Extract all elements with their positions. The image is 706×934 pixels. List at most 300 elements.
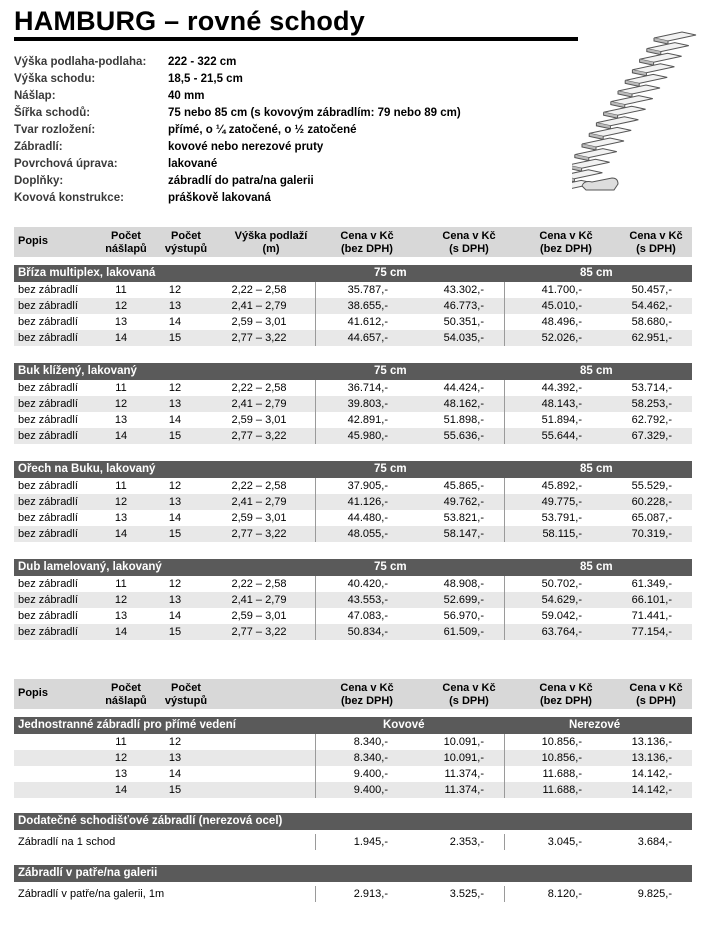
header-price-1-line: (bez DPH) <box>341 695 393 707</box>
section-header <box>14 461 692 478</box>
column-divider <box>504 478 505 494</box>
cell-price-4: 62.792,- <box>631 414 672 426</box>
header-price-1-line: Cena v Kč <box>340 230 394 242</box>
table-header <box>14 679 692 709</box>
spec-row <box>14 139 461 156</box>
table-row <box>14 494 692 510</box>
column-divider <box>315 834 316 850</box>
cell-vyska: 2,59 – 3,01 <box>231 414 287 426</box>
section-width-2: 85 cm <box>580 463 613 475</box>
cell-price-3: 45.010,- <box>541 300 582 312</box>
cell-popis: bez zábradlí <box>18 284 78 296</box>
cell-price-4: 13.136,- <box>631 736 672 748</box>
cell-price-1: 38.655,- <box>347 300 388 312</box>
cell-naslapu: 14 <box>114 332 128 344</box>
header-price-1-line: Cena v Kč <box>340 682 394 694</box>
column-divider <box>504 734 505 750</box>
cell-naslapu: 12 <box>114 752 128 764</box>
cell-vystupu: 13 <box>168 496 182 508</box>
cell-price-2: 46.773,- <box>443 300 484 312</box>
table-row <box>14 592 692 608</box>
cell-price-4: 9.825,- <box>637 888 672 900</box>
section-width-1: 75 cm <box>374 365 407 377</box>
spec-label: Zábradlí: <box>14 141 63 153</box>
spec-label: Doplňky: <box>14 175 64 187</box>
cell-price-2: 50.351,- <box>443 316 484 328</box>
cell-vyska: 2,41 – 2,79 <box>231 594 287 606</box>
cell-price-3: 8.120,- <box>547 888 582 900</box>
header-price-3-line: (bez DPH) <box>540 695 592 707</box>
header-popis: Popis <box>18 235 48 247</box>
cell-price-3: 3.045,- <box>547 836 582 848</box>
header-vyska <box>221 230 321 256</box>
page-title: HAMBURG – rovné schody <box>14 6 365 36</box>
cell-price-3: 44.392,- <box>541 382 582 394</box>
cell-price-3: 50.702,- <box>541 578 582 590</box>
cell-price-4: 62.951,- <box>631 332 672 344</box>
cell-price-1: 2.913,- <box>353 888 388 900</box>
spec-row <box>14 156 461 173</box>
column-divider <box>504 412 505 428</box>
section-title: Buk klížený, lakovaný <box>18 365 137 377</box>
cell-price-1: 37.905,- <box>347 480 388 492</box>
cell-price-4: 71.441,- <box>631 610 672 622</box>
header-price-2-line: Cena v Kč <box>442 230 496 242</box>
cell-naslapu: 11 <box>115 480 127 492</box>
column-divider <box>315 330 316 346</box>
section-title: Bříza multiplex, lakovaná <box>18 267 156 279</box>
cell-naslapu: 14 <box>114 626 128 638</box>
table-row <box>14 834 692 850</box>
cell-price-3: 58.115,- <box>542 528 582 540</box>
cell-price-4: 53.714,- <box>631 382 672 394</box>
section-title: Dub lamelovaný, lakovaný <box>18 561 162 573</box>
cell-popis: bez zábradlí <box>18 300 78 312</box>
column-divider <box>504 766 505 782</box>
section-header <box>14 559 692 576</box>
table-row <box>14 782 692 798</box>
table-row <box>14 766 692 782</box>
header-price-1 <box>317 682 417 708</box>
spec-value: 75 nebo 85 cm (s kovovým zábradlím: 79 nebo 89 cm) <box>168 107 461 119</box>
cell-vystupu: 13 <box>168 300 182 312</box>
spacer <box>14 542 692 559</box>
cell-price-2: 43.302,- <box>443 284 484 296</box>
title-rule <box>14 37 578 41</box>
cell-price-1: 41.612,- <box>347 316 388 328</box>
cell-price-3: 53.791,- <box>541 512 582 524</box>
column-divider <box>315 510 316 526</box>
cell-price-2: 11.374,- <box>444 768 484 780</box>
cell-vystupu: 15 <box>168 528 182 540</box>
cell-vystupu: 12 <box>168 578 182 590</box>
header-price-2-line: Cena v Kč <box>442 682 496 694</box>
cell-price-4: 3.684,- <box>637 836 672 848</box>
spec-value: zábradlí do patra/na galerii <box>168 175 314 187</box>
column-divider <box>504 608 505 624</box>
spec-value: lakované <box>168 158 218 170</box>
cell-vyska: 2,41 – 2,79 <box>231 496 287 508</box>
cell-price-2: 48.908,- <box>443 578 484 590</box>
header-price-4 <box>606 682 706 708</box>
cell-vystupu: 14 <box>168 768 182 780</box>
column-divider <box>315 766 316 782</box>
cell-price-3: 49.775,- <box>541 496 582 508</box>
column-divider <box>504 330 505 346</box>
header-popis: Popis <box>18 687 48 699</box>
header-naslapu-line: nášlapů <box>105 695 147 707</box>
cell-price-4: 67.329,- <box>631 430 672 442</box>
cell-popis: bez zábradlí <box>18 398 78 410</box>
spec-row <box>14 122 461 139</box>
table-row <box>14 526 692 542</box>
spec-row <box>14 88 461 105</box>
cell-price-4: 61.349,- <box>631 578 672 590</box>
column-divider <box>504 380 505 396</box>
cell-naslapu: 11 <box>115 284 127 296</box>
section-width-2: 85 cm <box>580 267 613 279</box>
stair-step <box>572 159 610 168</box>
cell-price-1: 8.340,- <box>353 736 388 748</box>
spec-label: Povrchová úprava: <box>14 158 118 170</box>
header-price-3-line: Cena v Kč <box>539 682 593 694</box>
header-price-3-line: (bez DPH) <box>540 243 592 255</box>
cell-naslapu: 13 <box>114 316 128 328</box>
header-price-3-line: Cena v Kč <box>539 230 593 242</box>
cell-price-3: 63.764,- <box>541 626 582 638</box>
stair-step <box>572 170 602 179</box>
column-divider <box>504 750 505 766</box>
table-row <box>14 314 692 330</box>
cell-vystupu: 14 <box>168 414 182 426</box>
header-price-4-line: Cena v Kč <box>629 682 683 694</box>
cell-popis: bez zábradlí <box>18 578 78 590</box>
section-title: Ořech na Buku, lakovaný <box>18 463 156 475</box>
cell-price-2: 51.898,- <box>443 414 484 426</box>
cell-price-3: 55.644,- <box>541 430 582 442</box>
spacer <box>14 709 692 717</box>
cell-vystupu: 12 <box>168 382 182 394</box>
spacer <box>14 257 692 265</box>
spec-row <box>14 105 461 122</box>
spacer <box>14 444 692 461</box>
cell-naslapu: 12 <box>114 398 128 410</box>
cell-price-3: 10.856,- <box>541 752 582 764</box>
section-width-1: 75 cm <box>374 561 407 573</box>
spec-label: Nášlap: <box>14 90 56 102</box>
column-divider <box>504 510 505 526</box>
cell-price-2: 52.699,- <box>443 594 484 606</box>
header-naslapu-line: nášlapů <box>105 243 147 255</box>
section-header <box>14 813 692 830</box>
cell-vystupu: 14 <box>168 610 182 622</box>
cell-price-2: 56.970,- <box>443 610 484 622</box>
column-divider <box>315 526 316 542</box>
cell-price-3: 10.856,- <box>541 736 582 748</box>
column-divider <box>504 592 505 608</box>
spec-row <box>14 190 461 207</box>
cell-vyska: 2,22 – 2,58 <box>231 480 287 492</box>
section-title: Jednostranné zábradlí pro přímé vedení <box>18 719 236 731</box>
price-table-stairs <box>14 227 692 640</box>
column-divider <box>315 298 316 314</box>
cell-vystupu: 13 <box>168 398 182 410</box>
cell-price-4: 58.680,- <box>631 316 672 328</box>
header-price-1 <box>317 230 417 256</box>
column-divider <box>504 314 505 330</box>
cell-price-3: 48.496,- <box>541 316 582 328</box>
cell-price-4: 65.087,- <box>631 512 672 524</box>
cell-price-4: 66.101,- <box>631 594 672 606</box>
column-divider <box>315 282 316 298</box>
cell-naslapu: 12 <box>114 496 128 508</box>
cell-popis: Zábradlí na 1 schod <box>18 836 116 848</box>
cell-popis: bez zábradlí <box>18 512 78 524</box>
cell-price-1: 48.055,- <box>347 528 388 540</box>
price-table-railings <box>14 679 692 902</box>
column-divider <box>315 592 316 608</box>
cell-price-2: 45.865,- <box>443 480 484 492</box>
cell-price-1: 41.126,- <box>347 496 388 508</box>
header-vystupu <box>136 682 236 708</box>
table-row <box>14 428 692 444</box>
spec-value: 40 mm <box>168 90 205 102</box>
cell-vyska: 2,22 – 2,58 <box>231 578 287 590</box>
cell-price-2: 3.525,- <box>449 888 484 900</box>
table-row <box>14 412 692 428</box>
spec-label: Kovová konstrukce: <box>14 192 124 204</box>
spec-row <box>14 54 461 71</box>
header-price-4-line: Cena v Kč <box>629 230 683 242</box>
spec-list <box>14 54 461 207</box>
header-vystupu-line: Počet <box>171 230 201 242</box>
section-title: Zábradlí v patře/na galerii <box>18 867 158 879</box>
header-price-3 <box>516 230 616 256</box>
cell-popis: Zábradlí v patře/na galerii, 1m <box>18 888 165 900</box>
section-header <box>14 865 692 882</box>
header-price-2-line: (s DPH) <box>449 243 489 255</box>
cell-popis: bez zábradlí <box>18 430 78 442</box>
column-divider <box>504 782 505 798</box>
cell-vystupu: 14 <box>168 512 182 524</box>
cell-price-3: 59.042,- <box>541 610 582 622</box>
cell-price-1: 40.420,- <box>347 578 388 590</box>
cell-price-2: 53.821,- <box>443 512 484 524</box>
cell-popis: bez zábradlí <box>18 414 78 426</box>
cell-naslapu: 13 <box>114 610 128 622</box>
column-divider <box>504 576 505 592</box>
cell-price-3: 51.894,- <box>541 414 582 426</box>
cell-vystupu: 14 <box>168 316 182 328</box>
table-row <box>14 624 692 640</box>
table-row <box>14 298 692 314</box>
table-row <box>14 734 692 750</box>
column-divider <box>504 428 505 444</box>
cell-price-4: 70.319,- <box>631 528 672 540</box>
cell-naslapu: 13 <box>114 512 128 524</box>
header-vyska-line: (m) <box>262 243 280 255</box>
cell-naslapu: 14 <box>114 528 128 540</box>
header-price-1-line: (bez DPH) <box>341 243 393 255</box>
section-header <box>14 265 692 282</box>
cell-naslapu: 12 <box>114 300 128 312</box>
spacer <box>14 850 692 865</box>
cell-price-1: 45.980,- <box>347 430 388 442</box>
section-width-1: 75 cm <box>374 463 407 475</box>
cell-vystupu: 12 <box>168 736 182 748</box>
header-price-2-line: (s DPH) <box>449 695 489 707</box>
cell-popis: bez zábradlí <box>18 332 78 344</box>
cell-naslapu: 13 <box>114 414 128 426</box>
cell-price-4: 13.136,- <box>631 752 672 764</box>
table-row <box>14 576 692 592</box>
cell-price-3: 41.700,- <box>541 284 582 296</box>
column-divider <box>504 886 505 902</box>
section-header <box>14 363 692 380</box>
cell-price-4: 14.142,- <box>631 784 672 796</box>
cell-price-4: 55.529,- <box>631 480 672 492</box>
cell-price-2: 2.353,- <box>449 836 484 848</box>
cell-vystupu: 12 <box>168 284 182 296</box>
spec-row <box>14 71 461 88</box>
cell-price-3: 11.688,- <box>542 784 582 796</box>
table-row <box>14 510 692 526</box>
section-width-2: Nerezové <box>569 719 621 731</box>
section-header <box>14 717 692 734</box>
cell-price-1: 8.340,- <box>353 752 388 764</box>
column-divider <box>315 624 316 640</box>
cell-price-1: 44.480,- <box>347 512 388 524</box>
cell-price-1: 43.553,- <box>347 594 388 606</box>
cell-price-2: 49.762,- <box>443 496 484 508</box>
column-divider <box>504 834 505 850</box>
column-divider <box>315 576 316 592</box>
cell-price-1: 36.714,- <box>347 382 388 394</box>
cell-naslapu: 11 <box>115 382 127 394</box>
header-vystupu-line: Počet <box>171 682 201 694</box>
cell-price-3: 45.892,- <box>541 480 582 492</box>
cell-price-1: 9.400,- <box>353 768 388 780</box>
cell-naslapu: 11 <box>115 578 127 590</box>
spec-value: přímé, o ¼ zatočené, o ½ zatočené <box>168 124 357 136</box>
cell-naslapu: 14 <box>114 784 128 796</box>
cell-price-2: 58.147,- <box>443 528 484 540</box>
cell-price-1: 42.891,- <box>347 414 388 426</box>
column-divider <box>504 396 505 412</box>
cell-popis: bez zábradlí <box>18 594 78 606</box>
header-price-2 <box>419 682 519 708</box>
column-divider <box>315 396 316 412</box>
table-row <box>14 380 692 396</box>
header-price-3 <box>516 682 616 708</box>
cell-naslapu: 14 <box>114 430 128 442</box>
spec-label: Výška schodu: <box>14 73 96 85</box>
column-divider <box>315 428 316 444</box>
spec-row <box>14 173 461 190</box>
cell-price-4: 77.154,- <box>631 626 672 638</box>
spacer <box>14 346 692 363</box>
spec-value: práškově lakovaná <box>168 192 271 204</box>
header-price-4-line: (s DPH) <box>636 695 676 707</box>
header-vystupu-line: výstupů <box>164 695 208 707</box>
table-row <box>14 608 692 624</box>
cell-vyska: 2,77 – 3,22 <box>231 430 287 442</box>
cell-price-3: 11.688,- <box>542 768 582 780</box>
column-divider <box>315 608 316 624</box>
cell-price-1: 9.400,- <box>353 784 388 796</box>
cell-price-2: 11.374,- <box>444 784 484 796</box>
cell-vyska: 2,77 – 3,22 <box>231 626 287 638</box>
cell-price-3: 48.143,- <box>541 398 582 410</box>
header-price-4 <box>606 230 706 256</box>
stair-base <box>582 178 618 190</box>
cell-popis: bez zábradlí <box>18 480 78 492</box>
cell-price-2: 10.091,- <box>443 736 484 748</box>
cell-price-2: 54.035,- <box>443 332 484 344</box>
cell-popis: bez zábradlí <box>18 496 78 508</box>
column-divider <box>315 734 316 750</box>
cell-popis: bez zábradlí <box>18 626 78 638</box>
column-divider <box>504 298 505 314</box>
cell-price-3: 52.026,- <box>541 332 582 344</box>
column-divider <box>315 886 316 902</box>
cell-price-4: 60.228,- <box>631 496 672 508</box>
header-naslapu-line: Počet <box>111 230 141 242</box>
cell-vystupu: 12 <box>168 480 182 492</box>
section-width-2: 85 cm <box>580 561 613 573</box>
cell-vyska: 2,41 – 2,79 <box>231 300 287 312</box>
cell-vystupu: 15 <box>168 784 182 796</box>
cell-price-2: 48.162,- <box>443 398 484 410</box>
column-divider <box>315 478 316 494</box>
section-title: Dodatečné schodišťové zábradlí (nerezová ocel) <box>18 815 283 827</box>
cell-vyska: 2,59 – 3,01 <box>231 512 287 524</box>
cell-price-4: 50.457,- <box>631 284 672 296</box>
column-divider <box>315 314 316 330</box>
cell-vystupu: 13 <box>168 594 182 606</box>
cell-vystupu: 15 <box>168 626 182 638</box>
cell-price-1: 35.787,- <box>347 284 388 296</box>
spec-label: Výška podlaha-podlaha: <box>14 56 147 68</box>
cell-price-1: 50.834,- <box>347 626 388 638</box>
column-divider <box>504 282 505 298</box>
table-row <box>14 886 692 902</box>
spec-label: Šířka schodů: <box>14 107 91 119</box>
cell-vystupu: 15 <box>168 332 182 344</box>
header-price-2 <box>419 230 519 256</box>
spec-value: 18,5 - 21,5 cm <box>168 73 243 85</box>
spacer <box>14 798 692 813</box>
table-row <box>14 478 692 494</box>
section-width-2: 85 cm <box>580 365 613 377</box>
table-row <box>14 330 692 346</box>
staircase-illustration <box>572 26 704 198</box>
header-vyska-line: Výška podlaží <box>234 230 308 242</box>
cell-naslapu: 12 <box>114 594 128 606</box>
header-naslapu-line: Počet <box>111 682 141 694</box>
cell-naslapu: 11 <box>115 736 127 748</box>
cell-price-2: 55.636,- <box>443 430 484 442</box>
section-width-1: Kovové <box>383 719 425 731</box>
cell-popis: bez zábradlí <box>18 382 78 394</box>
cell-vystupu: 13 <box>168 752 182 764</box>
table-header <box>14 227 692 257</box>
spec-value: kovové nebo nerezové pruty <box>168 141 324 153</box>
spec-value: 222 - 322 cm <box>168 56 237 68</box>
cell-price-2: 10.091,- <box>443 752 484 764</box>
cell-price-3: 54.629,- <box>541 594 582 606</box>
cell-price-4: 58.253,- <box>631 398 672 410</box>
